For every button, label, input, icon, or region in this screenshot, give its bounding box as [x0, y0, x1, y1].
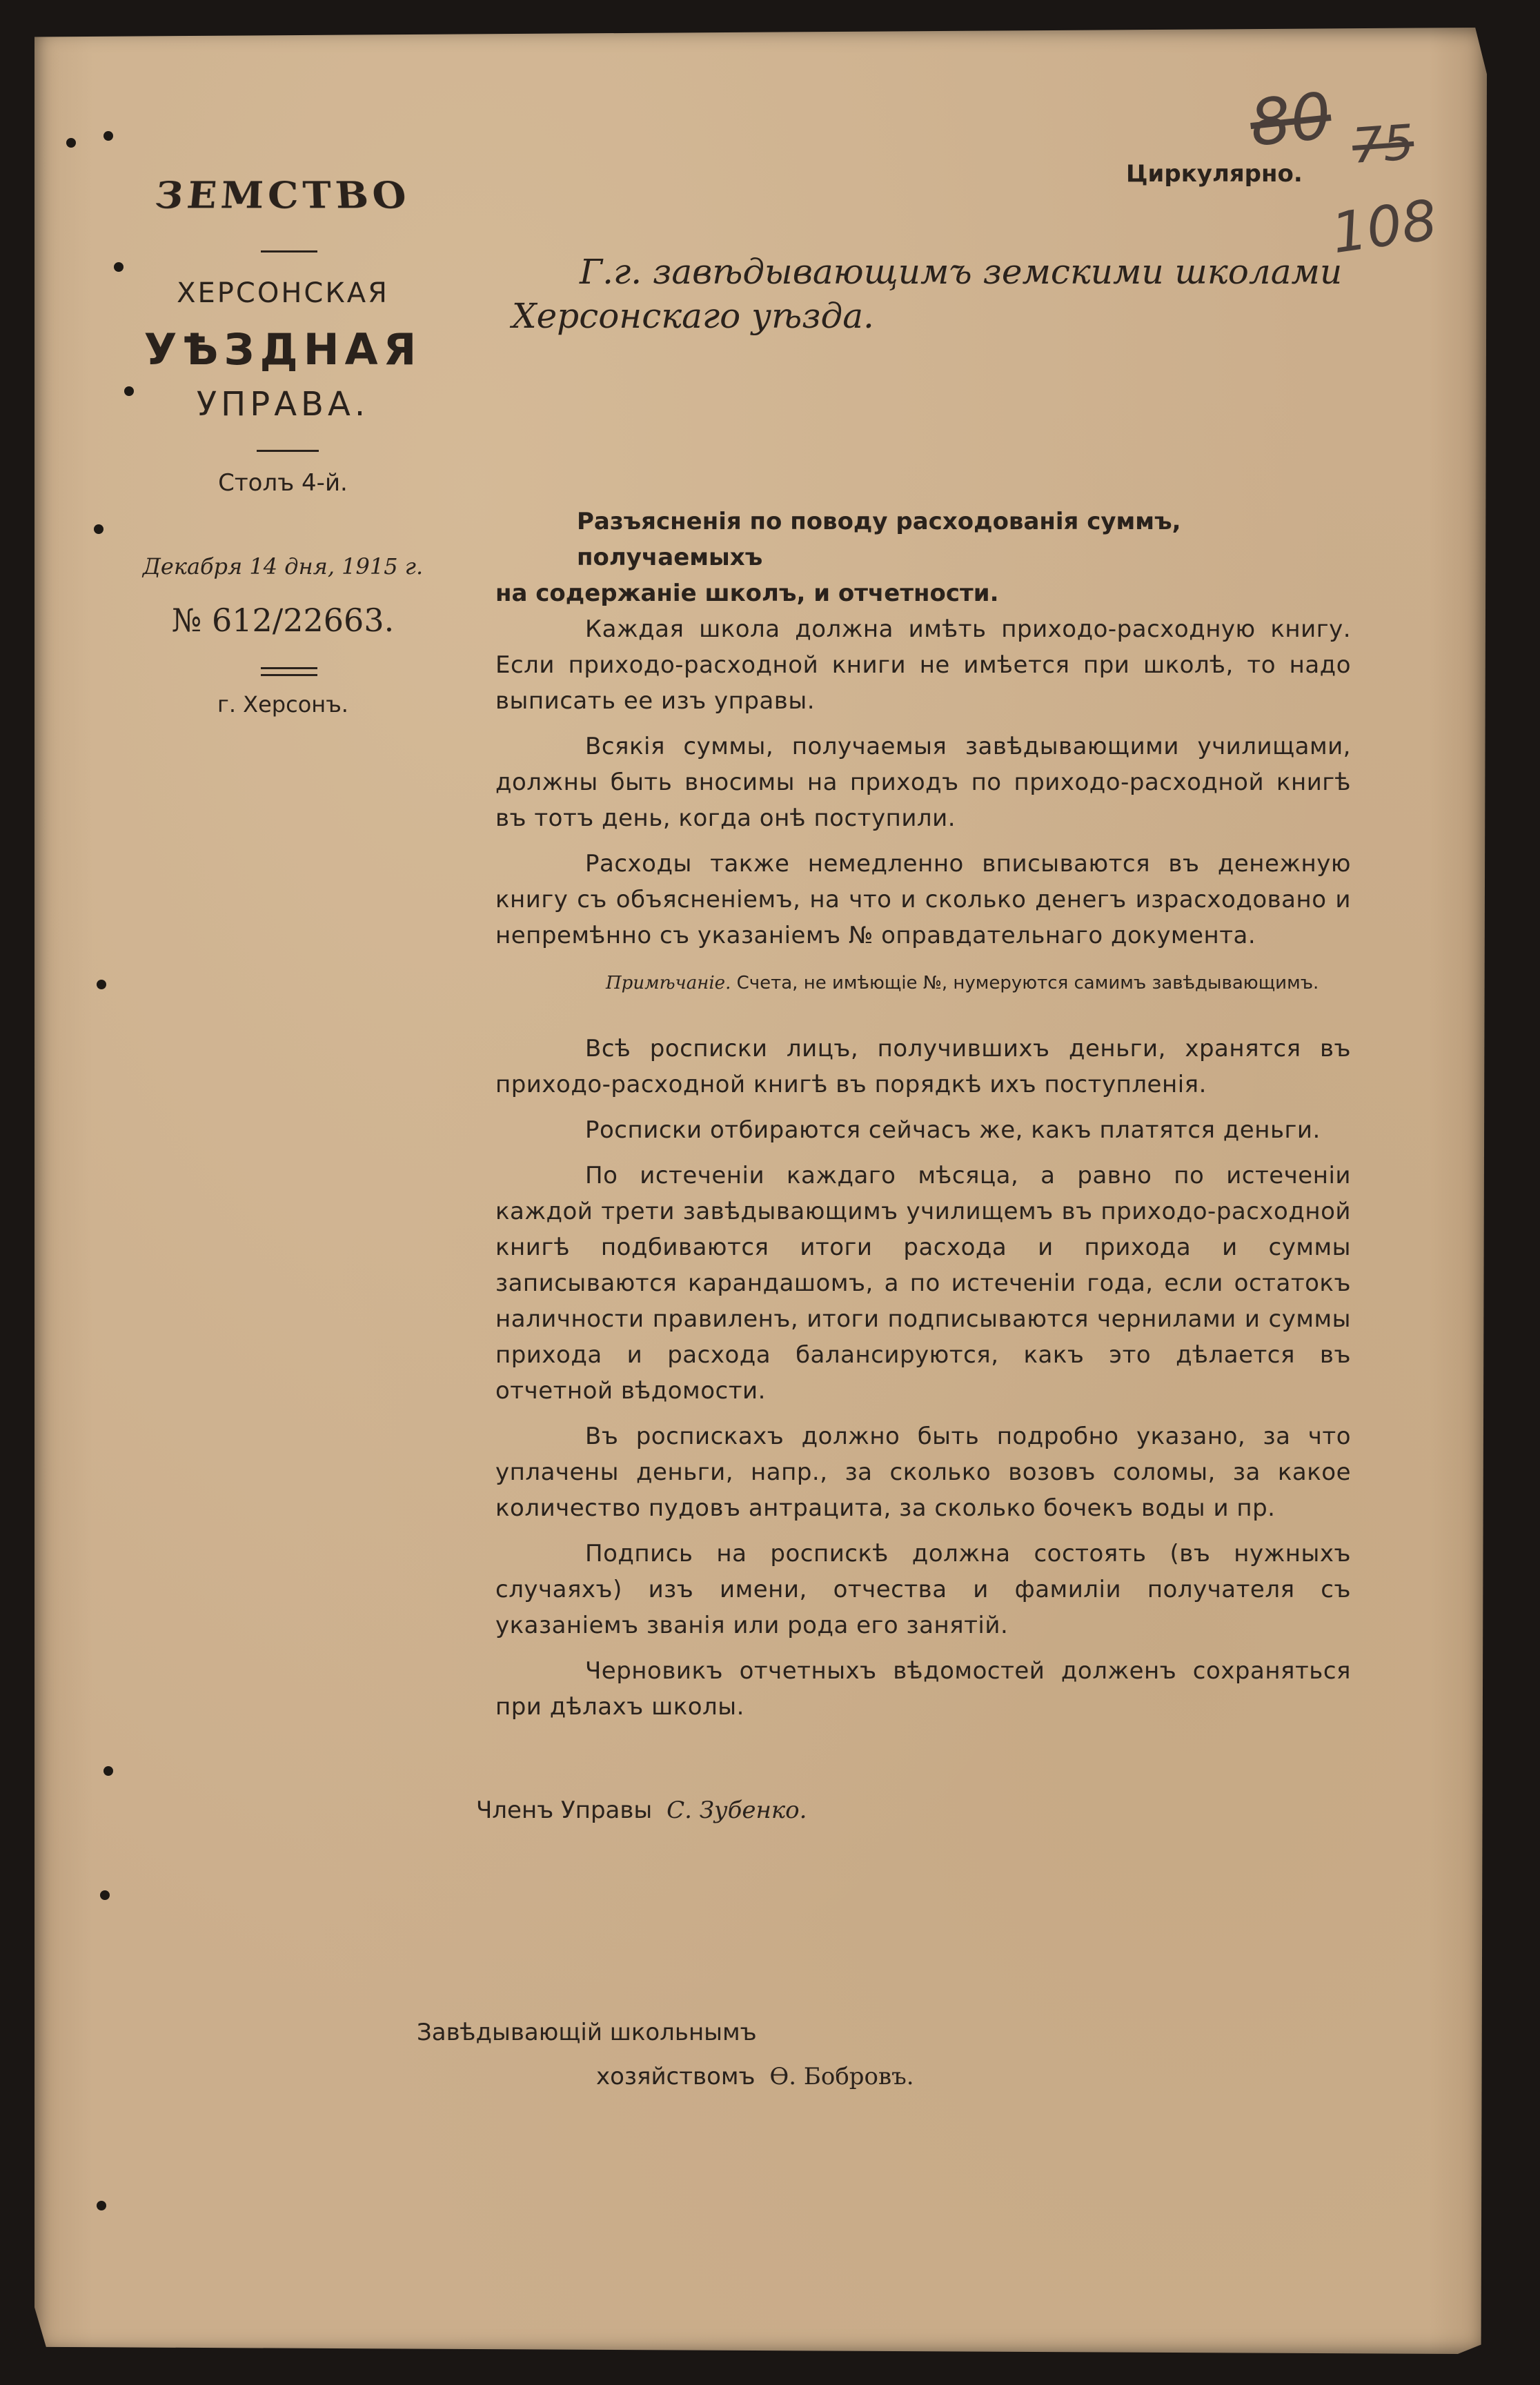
member-name: С. Зубенко.: [667, 1797, 807, 1824]
city-label: г. Херсонъ.: [217, 691, 348, 718]
paragraph-6: По истеченіи каждаго мѣсяца, а равно по истеченіи каждой трети завѣдывающимъ училищемъ въ приходо-расходной книгѣ подбиваются итоги расхода и прихода и суммы записываются карандашомъ, а по истеченіи года, если остатокъ наличности правиленъ, итоги подписываются чернилами и суммы прихода и расхода балансируются, какъ это дѣлается въ отчетной вѣдомости.: [495, 1162, 1351, 1405]
document-number: № 612/22663.: [171, 602, 395, 639]
punch-hole: [66, 138, 76, 148]
archive-number-1: 80: [1246, 79, 1335, 161]
addressee-line-2: Херсонскаго уѣзда.: [512, 296, 874, 336]
member-signature: [476, 1797, 807, 1824]
punch-hole: [103, 131, 113, 141]
body-part-2: [495, 1031, 1351, 1734]
punch-hole: [94, 524, 103, 534]
manager-name: Ѳ. Бобровъ.: [769, 2063, 914, 2090]
footnote: [495, 969, 1351, 998]
uprava-label: УПРАВА.: [196, 385, 370, 424]
punch-hole: [114, 262, 124, 272]
note-label: Примѣчаніе.: [606, 973, 731, 993]
punch-hole: [100, 1890, 110, 1900]
uezd-label: УѢЗДНАЯ: [144, 324, 422, 375]
punch-hole: [103, 1766, 113, 1776]
circular-label: Циркулярно.: [1126, 160, 1303, 188]
archive-number-2: 75: [1350, 113, 1416, 175]
member-title: Членъ Управы: [476, 1797, 653, 1824]
subject-heading: [495, 504, 1365, 611]
desk-label: Столъ 4-й.: [218, 469, 348, 497]
issue-date: Декабря 14 дня, 1915 г.: [142, 553, 424, 580]
paragraph-7: Въ роспискахъ должно быть подробно указано, за что уплачены деньги, напр., за сколько возовъ соломы, за какое количество пудовъ антрацита, за сколько бочекъ воды и пр.: [495, 1423, 1351, 1522]
paragraph-5: Росписки отбираются сейчасъ же, какъ платятся деньги.: [585, 1116, 1321, 1144]
archive-number-3: 108: [1327, 187, 1441, 266]
zemstvo-label: [90, 172, 476, 218]
paragraph-8: Подпись на роспискѣ должна состоять (въ нужныхъ случаяхъ) изъ имени, отчества и фамиліи получателя съ указаніемъ званія или рода его занятій.: [495, 1540, 1351, 1639]
manager-title-line-2-wrap: [417, 2055, 914, 2099]
header-divider: [261, 667, 317, 669]
header-divider: [261, 250, 317, 253]
paragraph-2: Всякія суммы, получаемыя завѣдывающими училищами, должны быть вносимы на приходъ по приходо-расходной книгѣ въ тотъ день, когда онѣ поступили.: [495, 733, 1351, 832]
paragraph-3: Расходы также немедленно вписываются въ денежную книгу съ объясненіемъ, на что и сколько денегъ израсходовано и непремѣнно съ указаніемъ № оправдательнаго документа.: [495, 850, 1351, 949]
header-divider: [261, 674, 317, 676]
manager-title-line-2: хозяйствомъ: [596, 2063, 756, 2090]
punch-hole: [97, 980, 106, 989]
header-divider: [257, 450, 319, 452]
manager-title-line-1: Завѣдывающій школьнымъ: [417, 2019, 757, 2046]
paragraph-1: Каждая школа должна имѣть приходо-расходную книгу. Если приходо-расходной книги не имѣется при школѣ, то надо выписать ее изъ управы.: [495, 615, 1351, 715]
manager-signature: [417, 2010, 914, 2099]
subject-line-1: Разъясненія по поводу расходованія суммъ, получаемыхъ: [577, 508, 1181, 571]
body-part-1: [495, 611, 1351, 963]
subject-line-2: на содержаніе школъ, и отчетности.: [495, 580, 999, 607]
punch-hole: [97, 2201, 106, 2210]
paragraph-9: Черновикъ отчетныхъ вѣдомостей долженъ сохраняться при дѣлахъ школы.: [495, 1657, 1351, 1721]
province-label: ХЕРСОНСКАЯ: [177, 277, 389, 309]
paragraph-4: Всѣ росписки лицъ, получившихъ деньги, хранятся въ приходо-расходной книгѣ въ порядкѣ ихъ поступленія.: [495, 1035, 1351, 1098]
addressee-line-1: Г.г. завѣдывающимъ земскими школами: [580, 252, 1343, 292]
addressee: [512, 250, 1381, 338]
note-text: Счета, не имѣющіе №, нумеруются самимъ завѣдывающимъ.: [736, 973, 1319, 993]
zemstvo-text: ЗЕМСТВО: [152, 174, 414, 218]
